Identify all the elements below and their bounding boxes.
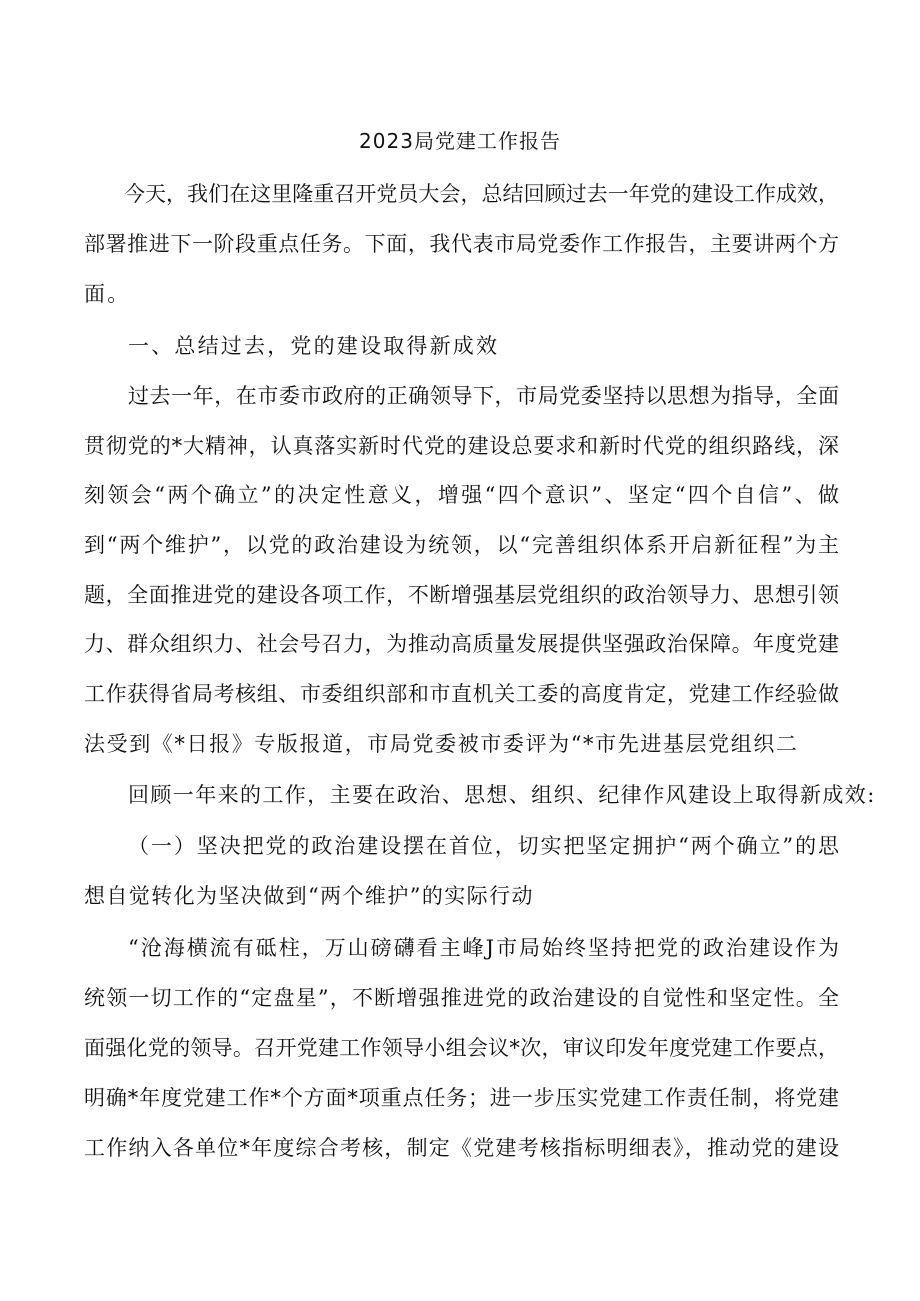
document-title: 2023局党建工作报告: [359, 129, 561, 153]
paragraph-line: 贯彻党的*大精神，认真落实新时代党的建设总要求和新时代党的组织路线，深: [84, 434, 839, 458]
paragraph-line: 明确*年度党建工作*个方面*项重点任务；进一步压实党建工作责任制，将党建: [84, 1086, 839, 1110]
paragraph-line: 到“两个维护”，以党的政治建设为统领，以“完善组织体系开启新征程”为主: [84, 533, 839, 557]
paragraph-line: 回顾一年来的工作，主要在政治、思想、组织、纪律作风建设上取得新成效:: [128, 783, 876, 807]
paragraph-line: 刻领会“两个确立”的决定性意义，增强“四个意识”、坚定“四个自信”、做: [84, 483, 839, 507]
paragraph-line: 面。: [84, 282, 131, 306]
paragraph-line: 法受到《*日报》专版报道，市局党委被市委评为“*市先进基层党组织二: [84, 732, 799, 756]
subsection-heading: （一）坚决把党的政治建设摆在首位，切实把坚定拥护“两个确立”的思: [128, 834, 839, 858]
paragraph-line: 工作获得省局考核组、市委组织部和市直机关工委的高度肯定，党建工作经验做: [84, 682, 839, 706]
section-heading: 一、总结过去，党的建设取得新成效: [128, 334, 500, 358]
paragraph-line: 统领一切工作的“定盘星”，不断增强推进党的政治建设的自觉性和坚定性。全: [84, 986, 839, 1010]
paragraph-line: 部署推进下一阶段重点任务。下面，我代表市局党委作工作报告，主要讲两个方: [84, 232, 839, 256]
paragraph-line: 工作纳入各单位*年度综合考核，制定《党建考核指标明细表》，推动党的建设: [84, 1136, 839, 1160]
paragraph-line: “沧海横流有砥柱，万山磅礴看主峰J市局始终坚持把党的政治建设作为: [128, 936, 839, 960]
paragraph-line: 题，全面推进党的建设各项工作，不断增强基层党组织的政治领导力、思想引领: [84, 583, 839, 607]
paragraph-line: 今天，我们在这里隆重召开党员大会，总结回顾过去一年党的建设工作成效，: [124, 182, 839, 206]
subsection-heading: 想自觉转化为坚决做到“两个维护”的实际行动: [84, 884, 534, 908]
paragraph-line: 面强化党的领导。召开党建工作领导小组会议*次，审议印发年度党建工作要点，: [84, 1036, 839, 1060]
paragraph-line: 力、群众组织力、社会号召力，为推动高质量发展提供坚强政治保障。年度党建: [84, 632, 839, 656]
paragraph-line: 过去一年，在市委市政府的正确领导下，市局党委坚持以思想为指导，全面: [128, 384, 839, 408]
